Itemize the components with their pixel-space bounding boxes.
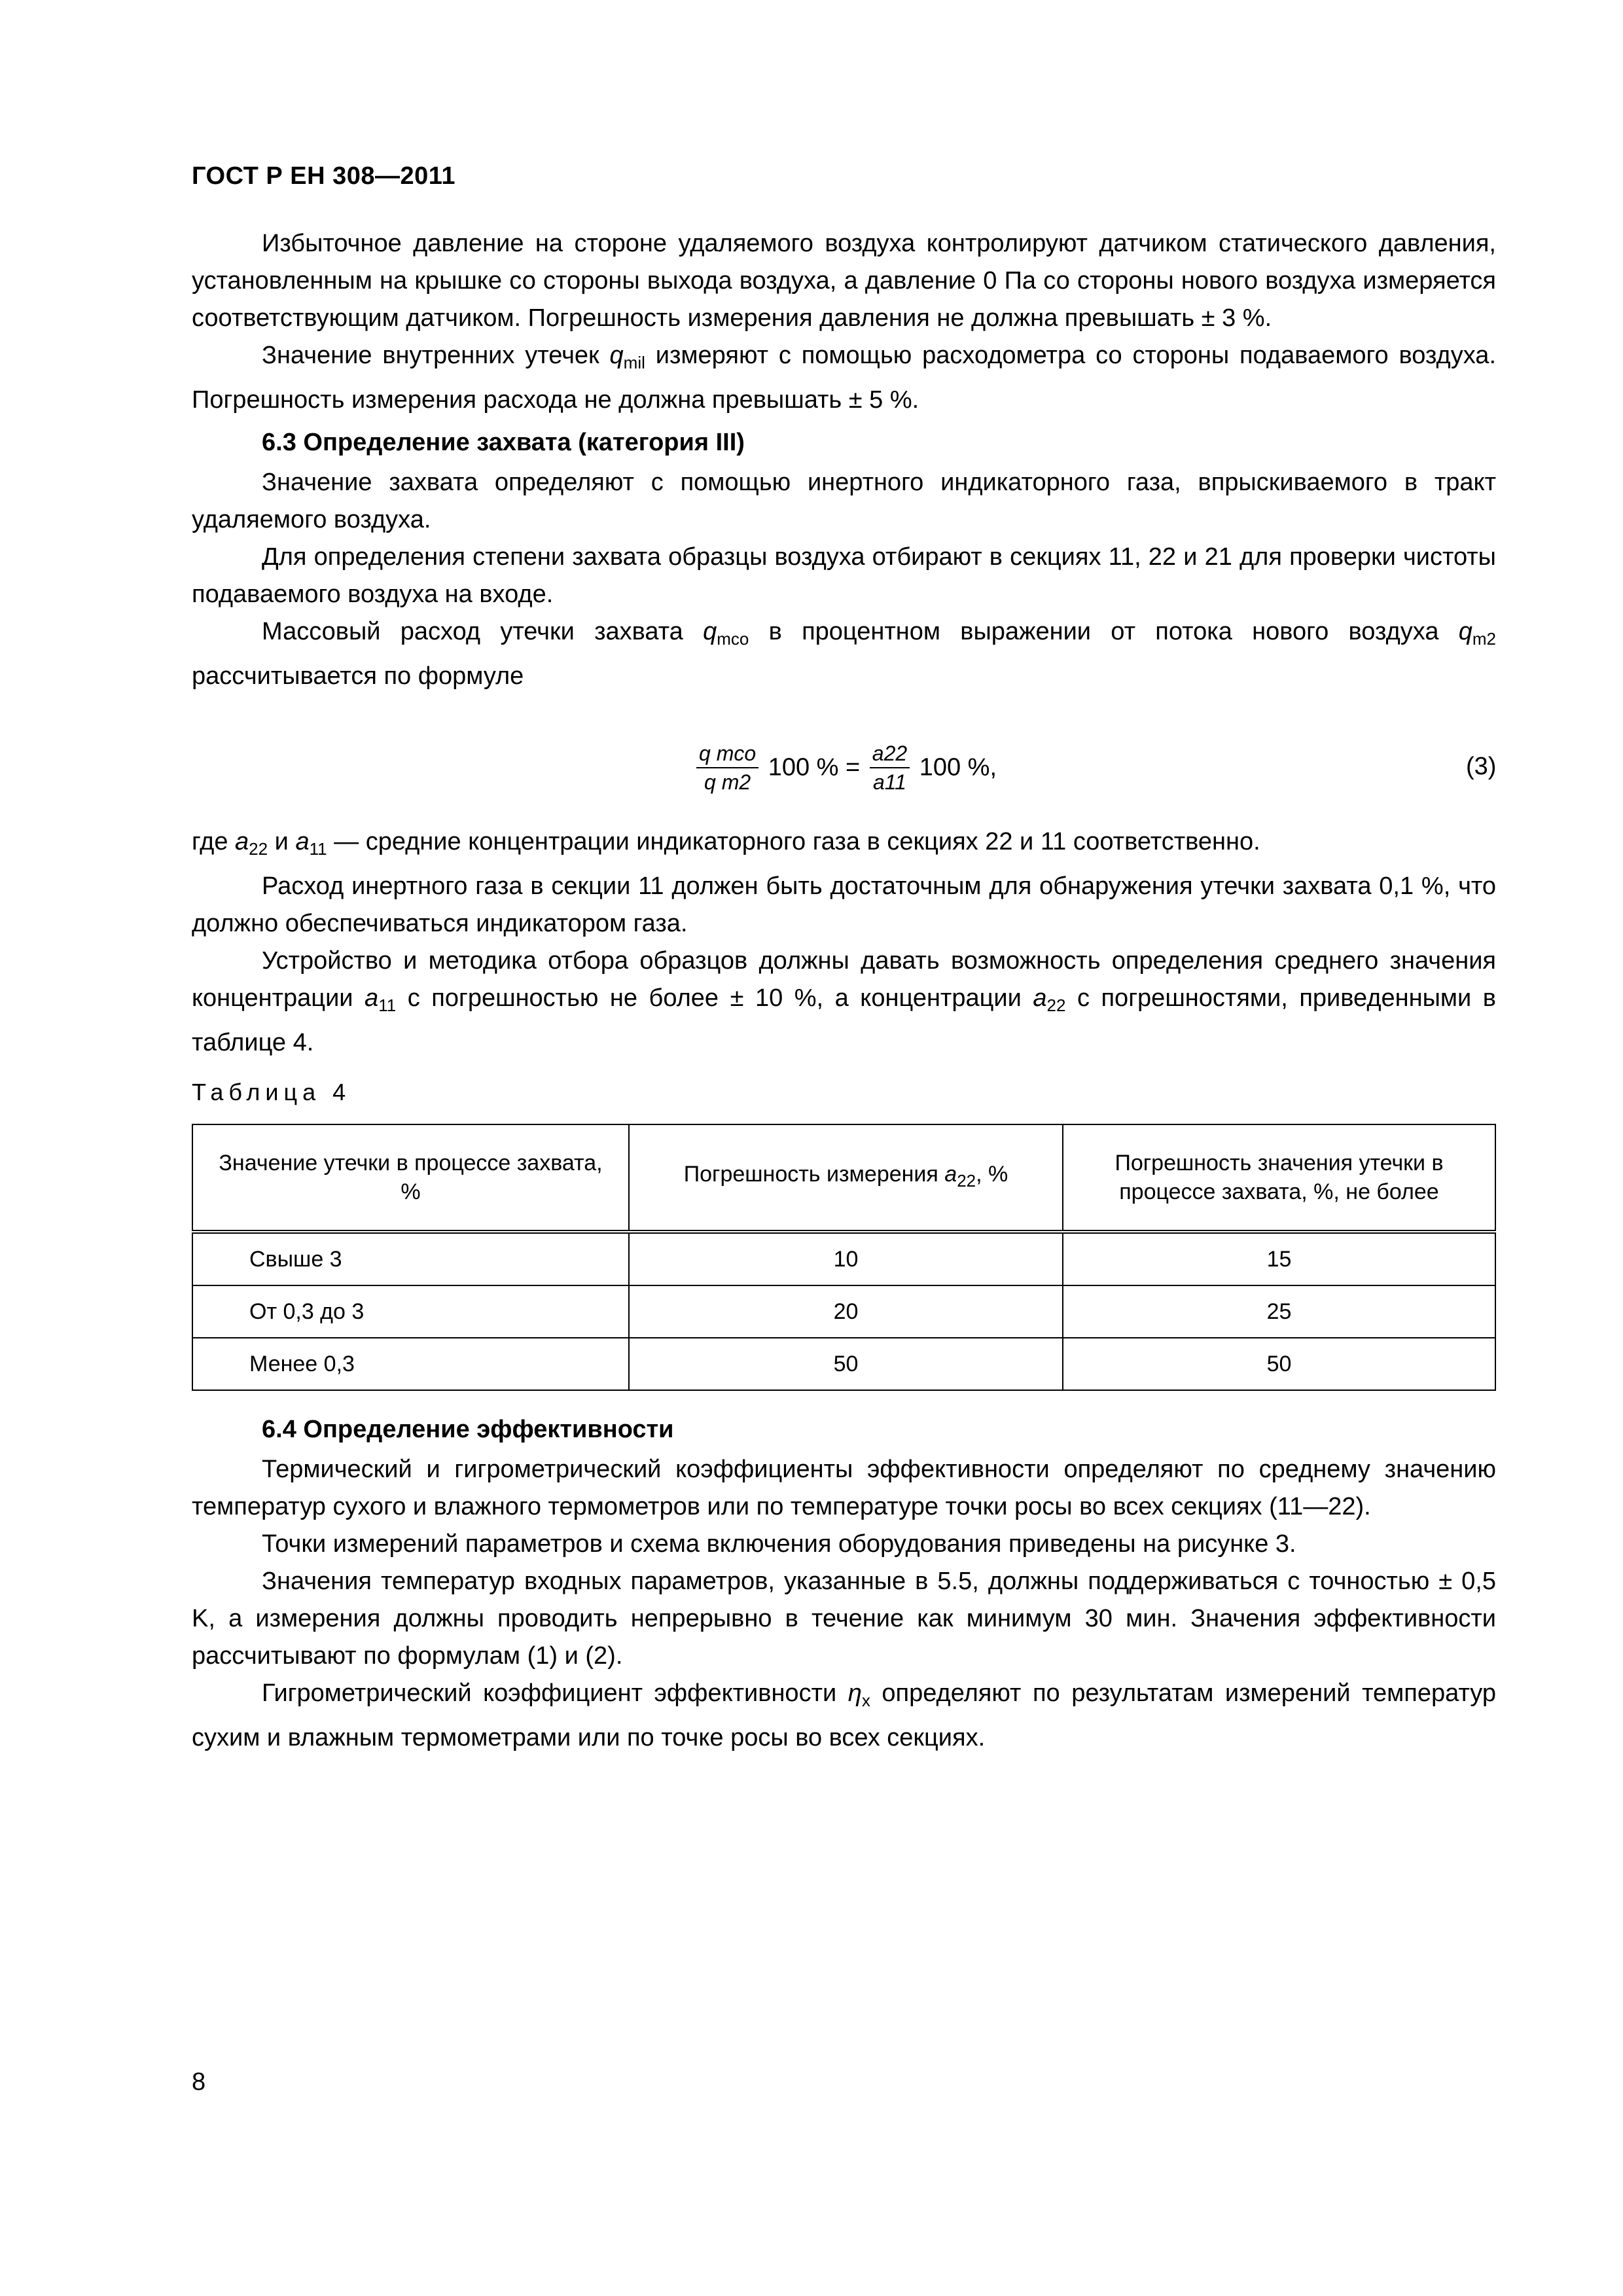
- paragraph-input-temperatures: Значения температур входных параметров, указанные в 5.5, должны поддерживаться с точностью ± 0,5 K, а измерения должны проводить непрерывно в течение как минимум 30 мин. Значения эффективности рассчитывают по формулам (1) и (2).: [192, 1568, 1496, 1670]
- formula-number: (3): [1466, 753, 1497, 780]
- table-cell: Менее 0,3: [192, 1338, 629, 1390]
- table-row: [192, 1232, 1495, 1285]
- table-caption: Таблица 4: [192, 1079, 351, 1105]
- section-title-6-4: 6.4 Определение эффективности: [262, 1416, 674, 1443]
- text-block-bottom: [192, 1406, 1496, 1757]
- table-cell: 20: [629, 1285, 1063, 1338]
- table-cell: 50: [1063, 1338, 1495, 1390]
- formula-fraction-q: $\frac{\text{q mco}}{\text{q m2}}$: [696, 740, 758, 796]
- table-header-measurement-error: Погрешность измерения $a_{22}$, %: [629, 1124, 1063, 1232]
- paragraph-hygrometric: Гигрометрический коэффициент эффективности $\eta_x$ определяют по результатам измерений температур сухим и влажным термометрами или по точке росы во всех секциях.: [192, 1679, 1496, 1751]
- formula-3: $\frac{\text{q mco}}{\text{q m2}}$ 100 % = $\frac{a22}{a11}$ 100 %,: [694, 740, 997, 812]
- paragraph-sampling: Устройство и методика отбора образцов должны давать возможность определения среднего значения концентрации $a_{11}$ с погрешностью не более ± 10 %, а концентрации $a_{22}$ с погрешностями, приведенными в таблице 4.: [192, 947, 1496, 1056]
- paragraph-capture-degree: Для определения степени захвата образцы воздуха отбирают в секциях 11, 22 и 21 для проверки чистоты подаваемого воздуха на входе.: [192, 543, 1496, 608]
- table-4: [192, 1124, 1496, 1391]
- text-block-top: [192, 225, 1496, 695]
- table-cell: Свыше 3: [192, 1232, 629, 1285]
- document-header: ГОСТ Р ЕН 308—2011: [192, 162, 455, 190]
- table-header-leak-value: Значение утечки в процессе захвата, %: [192, 1124, 629, 1232]
- table-row: [192, 1338, 1495, 1390]
- table-cell: 10: [629, 1232, 1063, 1285]
- table-cell: 25: [1063, 1285, 1495, 1338]
- page-number: 8: [192, 2068, 206, 2096]
- text-block-middle: [192, 823, 1496, 1062]
- paragraph-mass-flow: Массовый расход утечки захвата $q_{mco}$ в процентном выражении от потока нового воздуха $q_{m2}$ рассчитывается по формуле: [192, 618, 1496, 690]
- table-header-leak-error: Погрешность значения утечки в процессе захвата, %, не более: [1063, 1124, 1495, 1232]
- table-cell: 15: [1063, 1232, 1495, 1285]
- formula-fraction-a: $\frac{a22}{a11}$: [870, 740, 910, 796]
- paragraph-inert-gas: Расход инертного газа в секции 11 должен быть достаточным для обнаружения утечки захвата 0,1 %, что должно обеспечиваться индикатором газа.: [192, 872, 1496, 937]
- paragraph-pressure: Избыточное давление на стороне удаляемого воздуха контролируют датчиком статического давления, установленным на крышке со стороны выхода воздуха, а давление 0 Па со стороны нового воздуха измеряется соответствующим датчиком. Погрешность измерения давления не должна превышать ± 3 %.: [192, 230, 1496, 332]
- section-title-6-3: 6.3 Определение захвата (категория III): [262, 429, 745, 456]
- table-cell: От 0,3 до 3: [192, 1285, 629, 1338]
- paragraph-efficiency-coefficients: Термический и гигрометрический коэффициенты эффективности определяют по среднему значению температур сухого и влажного термометров или по температуре точки росы во всех секциях (11—22).: [192, 1456, 1496, 1520]
- table-cell: 50: [629, 1338, 1063, 1390]
- paragraph-capture-value: Значение захвата определяют с помощью инертного индикаторного газа, впрыскиваемого в тракт удаляемого воздуха.: [192, 469, 1496, 533]
- table-row: [192, 1285, 1495, 1338]
- table-header-row: [192, 1124, 1495, 1232]
- paragraph-internal-leak: Значение внутренних утечек $q_{mil}$ измеряют с помощью расходометра со стороны подаваемого воздуха. Погрешность измерения расхода не должна превышать ± 5 %.: [192, 342, 1496, 414]
- paragraph-where: где $a_{22}$ и $a_{11}$ — средние концентрации индикаторного газа в секциях 22 и 11 соответственно.: [192, 828, 1260, 859]
- paragraph-measurement-points: Точки измерений параметров и схема включения оборудования приведены на рисунке 3.: [262, 1530, 1296, 1558]
